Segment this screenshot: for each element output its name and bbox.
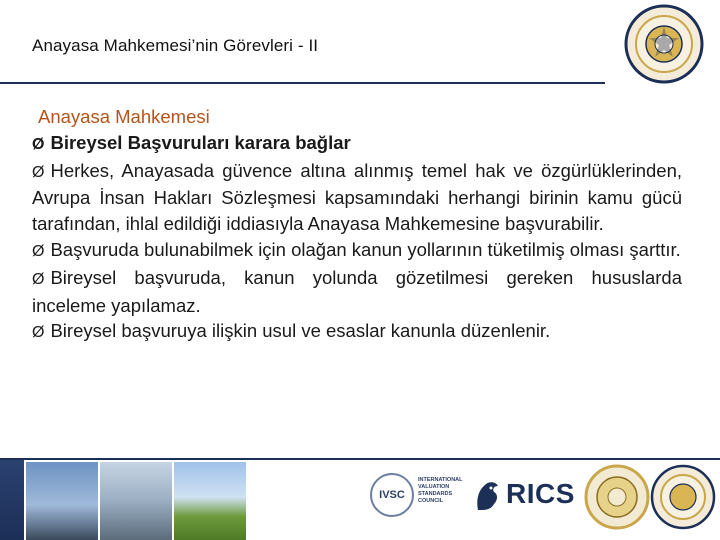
footer-accent-bar <box>0 460 24 540</box>
arrowhead-bullet-icon: Ø <box>32 324 45 342</box>
arrowhead-bullet-icon: Ø <box>32 270 45 288</box>
bullet-text: Herkes, Anayasada güvence altına alınmış temel hak ve özgürlüklerinden, Avrupa İnsan Hakları Sözleşmesi kapsamındaki herhangi birinin kamu gücü tarafından, ihlal edildiği iddiasıyla Anayasa Mahkemesine başvurabilir. <box>32 159 682 235</box>
arrowhead-bullet-icon: Ø <box>32 135 45 153</box>
ivsc-logo <box>370 473 462 519</box>
lion-icon <box>472 476 502 514</box>
landscape-photo <box>174 462 246 540</box>
city-skyline-photo <box>26 462 98 540</box>
bullet-item <box>32 318 682 346</box>
seal-icon <box>584 464 650 530</box>
bullet-text: Bireysel Başvuruları karara bağlar <box>50 131 351 153</box>
bullet-item <box>32 158 682 237</box>
bullet-item <box>32 237 682 265</box>
arrowhead-bullet-icon: Ø <box>32 163 45 181</box>
bullet-item <box>32 265 682 319</box>
tower-building-photo <box>100 462 172 540</box>
slide-content <box>32 104 682 346</box>
subtitle: Anayasa Mahkemesi <box>38 106 210 127</box>
university-seal-icon <box>624 4 704 84</box>
ivsc-mark: IVSC <box>370 473 414 517</box>
university-seal-icon <box>650 464 716 530</box>
bullet-text: Bireysel başvuruda, kanun yolunda gözetilmesi gereken hususlarda inceleme yapılamaz. <box>32 266 682 316</box>
arrowhead-bullet-icon: Ø <box>32 242 45 260</box>
bullet-text: Bireysel başvuruya ilişkin usul ve esaslar kanunla düzenlenir. <box>50 320 551 342</box>
ivsc-caption: INTERNATIONAL VALUATION STANDARDS COUNCIL <box>418 477 463 504</box>
bullet-item <box>32 130 682 158</box>
bullet-text: Başvuruda bulunabilmek için olağan kanun yollarının tüketilmiş olması şarttır. <box>50 238 681 260</box>
page-title: Anayasa Mahkemesi’nin Görevleri - II <box>32 36 319 55</box>
title-divider <box>0 82 605 84</box>
rics-logo-text: RICS <box>506 478 575 509</box>
